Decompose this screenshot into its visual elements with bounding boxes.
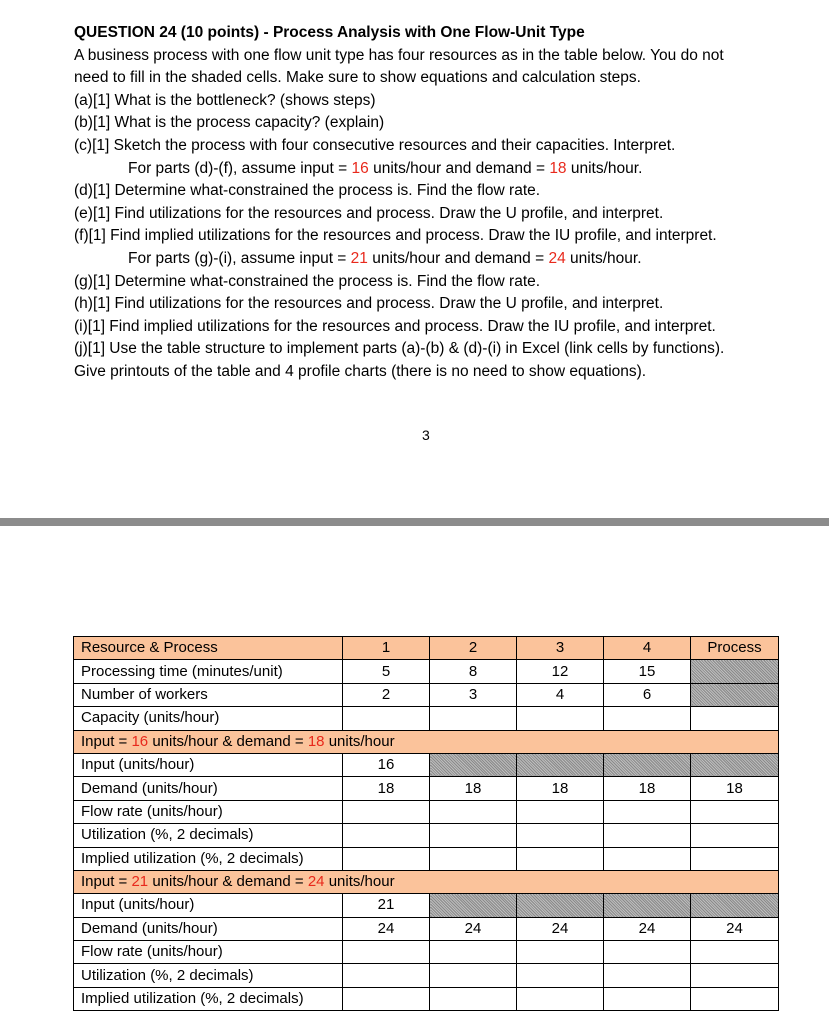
section-label: Input = 16 units/hour & demand = 18 units/hour bbox=[74, 730, 430, 753]
empty-cell bbox=[691, 824, 779, 847]
section-input-value: 21 bbox=[131, 873, 149, 891]
assumption-g-i: For parts (g)-(i), assume input = 21 units/hour and demand = 24 units/hour. bbox=[128, 249, 642, 267]
row-label: Demand (units/hour) bbox=[74, 917, 343, 940]
empty-cell bbox=[517, 824, 604, 847]
table-row bbox=[74, 777, 779, 800]
part-i: (i)[1] Find implied utilizations for the resources and process. Draw the IU profile, and interpret. bbox=[74, 317, 716, 335]
row-label: Capacity (units/hour) bbox=[74, 707, 343, 730]
table-row bbox=[74, 964, 779, 987]
assumption-d-f: For parts (d)-(f), assume input = 16 units/hour and demand = 18 units/hour. bbox=[128, 159, 643, 177]
row-label: Flow rate (units/hour) bbox=[74, 800, 343, 823]
section-demand-value: 24 bbox=[307, 873, 325, 891]
table-row bbox=[74, 707, 779, 730]
empty-cell bbox=[604, 824, 691, 847]
empty-cell bbox=[691, 847, 779, 870]
row-label: Input (units/hour) bbox=[74, 753, 343, 776]
empty-cell bbox=[517, 707, 604, 730]
empty-cell bbox=[517, 941, 604, 964]
empty-cell bbox=[343, 987, 430, 1010]
empty-cell bbox=[343, 847, 430, 870]
table-row bbox=[74, 683, 779, 706]
row-label: Utilization (%, 2 decimals) bbox=[74, 824, 343, 847]
empty-cell bbox=[430, 707, 517, 730]
shaded-cell bbox=[691, 753, 779, 776]
section-row-1 bbox=[74, 730, 779, 753]
empty-cell bbox=[604, 964, 691, 987]
empty-cell bbox=[604, 707, 691, 730]
empty-cell bbox=[430, 987, 517, 1010]
table-row bbox=[74, 847, 779, 870]
cell: 6 bbox=[604, 683, 691, 706]
empty-cell bbox=[691, 964, 779, 987]
row-label: Processing time (minutes/unit) bbox=[74, 660, 343, 683]
table-row bbox=[74, 917, 779, 940]
empty-cell bbox=[430, 941, 517, 964]
table-row bbox=[74, 894, 779, 917]
intro-line-1: A business process with one flow unit type has four resources as in the table below. You do not bbox=[74, 46, 724, 64]
empty-cell bbox=[343, 941, 430, 964]
empty-cell bbox=[517, 964, 604, 987]
empty-cell bbox=[430, 964, 517, 987]
table-row bbox=[74, 987, 779, 1010]
shaded-cell bbox=[604, 753, 691, 776]
empty-cell bbox=[343, 964, 430, 987]
header-process: Process bbox=[691, 637, 779, 660]
empty-cell bbox=[517, 800, 604, 823]
process-table bbox=[73, 636, 779, 1011]
empty-cell bbox=[430, 847, 517, 870]
intro-line-2: need to fill in the shaded cells. Make sure to show equations and calculation steps. bbox=[74, 69, 641, 87]
cell: 3 bbox=[430, 683, 517, 706]
section-fill bbox=[430, 730, 779, 753]
header-resource-4: 4 bbox=[604, 637, 691, 660]
empty-cell bbox=[517, 847, 604, 870]
part-g: (g)[1] Determine what-constrained the process is. Find the flow rate. bbox=[74, 272, 541, 290]
row-label: Implied utilization (%, 2 decimals) bbox=[74, 847, 343, 870]
shaded-cell bbox=[430, 753, 517, 776]
section-demand-value: 18 bbox=[307, 732, 325, 750]
empty-cell bbox=[430, 824, 517, 847]
assumed-demand-value: 24 bbox=[548, 249, 566, 267]
cell: 18 bbox=[691, 777, 779, 800]
row-label: Implied utilization (%, 2 decimals) bbox=[74, 987, 343, 1010]
shaded-cell bbox=[691, 660, 779, 683]
shaded-cell bbox=[691, 894, 779, 917]
page-number: 3 bbox=[422, 427, 430, 443]
closing-line: Give printouts of the table and 4 profile charts (there is no need to show equations). bbox=[74, 362, 647, 380]
empty-cell bbox=[691, 987, 779, 1010]
row-label: Flow rate (units/hour) bbox=[74, 941, 343, 964]
cell: 4 bbox=[517, 683, 604, 706]
cell: 24 bbox=[517, 917, 604, 940]
row-label: Input (units/hour) bbox=[74, 894, 343, 917]
shaded-cell bbox=[517, 753, 604, 776]
shaded-cell bbox=[691, 683, 779, 706]
empty-cell bbox=[604, 800, 691, 823]
cell: 16 bbox=[343, 753, 430, 776]
table-row bbox=[74, 824, 779, 847]
cell: 24 bbox=[343, 917, 430, 940]
table-row bbox=[74, 800, 779, 823]
row-label: Demand (units/hour) bbox=[74, 777, 343, 800]
part-e: (e)[1] Find utilizations for the resources and process. Draw the U profile, and interpret. bbox=[74, 204, 664, 222]
cell: 24 bbox=[430, 917, 517, 940]
table-row bbox=[74, 941, 779, 964]
shaded-cell bbox=[604, 894, 691, 917]
cell: 21 bbox=[343, 894, 430, 917]
part-h: (h)[1] Find utilizations for the resources and process. Draw the U profile, and interpret. bbox=[74, 295, 664, 313]
part-d: (d)[1] Determine what-constrained the process is. Find the flow rate. bbox=[74, 182, 541, 200]
cell: 15 bbox=[604, 660, 691, 683]
empty-cell bbox=[343, 707, 430, 730]
empty-cell bbox=[343, 824, 430, 847]
shaded-cell bbox=[430, 894, 517, 917]
cell: 24 bbox=[691, 917, 779, 940]
assumed-input-value: 21 bbox=[350, 249, 368, 267]
part-c: (c)[1] Sketch the process with four consecutive resources and their capacities. Interpret. bbox=[74, 136, 676, 154]
part-b: (b)[1] What is the process capacity? (explain) bbox=[74, 114, 385, 132]
section-label: Input = 21 units/hour & demand = 24 units/hour bbox=[74, 870, 430, 893]
section-fill bbox=[430, 870, 779, 893]
section-input-value: 16 bbox=[131, 732, 149, 750]
table-row bbox=[74, 753, 779, 776]
header-resource-1: 1 bbox=[343, 637, 430, 660]
cell: 24 bbox=[604, 917, 691, 940]
shaded-cell bbox=[517, 894, 604, 917]
cell: 2 bbox=[343, 683, 430, 706]
empty-cell bbox=[691, 707, 779, 730]
row-label: Utilization (%, 2 decimals) bbox=[74, 964, 343, 987]
empty-cell bbox=[604, 847, 691, 870]
empty-cell bbox=[343, 800, 430, 823]
assumed-demand-value: 18 bbox=[549, 159, 567, 177]
part-j: (j)[1] Use the table structure to implement parts (a)-(b) & (d)-(i) in Excel (link cells by functions). bbox=[74, 340, 725, 358]
table-row bbox=[74, 660, 779, 683]
empty-cell bbox=[604, 987, 691, 1010]
cell: 18 bbox=[517, 777, 604, 800]
cell: 12 bbox=[517, 660, 604, 683]
part-f: (f)[1] Find implied utilizations for the resources and process. Draw the IU profile, and interpret. bbox=[74, 227, 717, 245]
part-a: (a)[1] What is the bottleneck? (shows steps) bbox=[74, 91, 376, 109]
header-label: Resource & Process bbox=[74, 637, 343, 660]
empty-cell bbox=[691, 941, 779, 964]
header-resource-3: 3 bbox=[517, 637, 604, 660]
assumed-input-value: 16 bbox=[351, 159, 369, 177]
section-row-2 bbox=[74, 870, 779, 893]
cell: 18 bbox=[343, 777, 430, 800]
cell: 18 bbox=[430, 777, 517, 800]
table-header-row bbox=[74, 637, 779, 660]
page-divider bbox=[0, 518, 829, 526]
cell: 5 bbox=[343, 660, 430, 683]
empty-cell bbox=[430, 800, 517, 823]
empty-cell bbox=[691, 800, 779, 823]
empty-cell bbox=[604, 941, 691, 964]
empty-cell bbox=[517, 987, 604, 1010]
cell: 8 bbox=[430, 660, 517, 683]
row-label: Number of workers bbox=[74, 683, 343, 706]
question-block bbox=[74, 22, 814, 384]
cell: 18 bbox=[604, 777, 691, 800]
header-resource-2: 2 bbox=[430, 637, 517, 660]
question-title: QUESTION 24 (10 points) - Process Analysis with One Flow-Unit Type bbox=[74, 24, 585, 41]
